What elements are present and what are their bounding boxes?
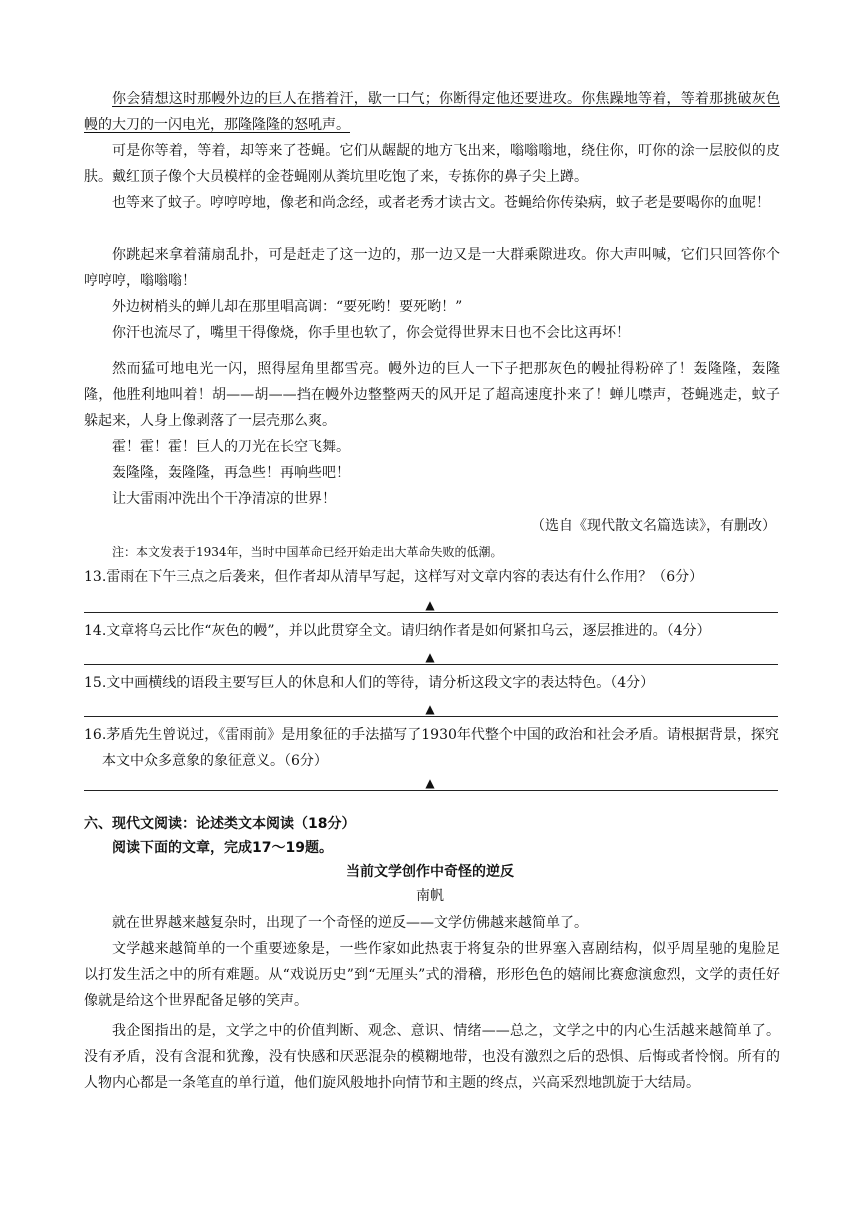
passage-paragraph: 可是你等着，等着，却等来了苍蝇。它们从龌龊的地方飞出来，嗡嗡嗡地，绕住你，叮你的涂一层胶似的皮肤。戴红顶子像个大员模样的金苍蝇刚从粪坑里吃饱了来，专拣你的鼻子尖上蹲。 bbox=[84, 143, 780, 185]
passage-paragraph: 霍！霍！霍！巨人的刀光在长空飞舞。 bbox=[112, 439, 350, 455]
passage-paragraph: 你跳起来拿着蒲扇乱扑，可是赶走了这一边的，那一边又是一大群乘隙进攻。你大声叫喊，它们只回答你个哼哼哼，嗡嗡嗡！ bbox=[84, 247, 780, 289]
answer-marker: ▲ bbox=[425, 650, 435, 664]
passage-paragraph: 轰隆隆，轰隆隆，再急些！再响些吧！ bbox=[112, 465, 350, 481]
passage-paragraph: 也等来了蚊子。哼哼哼地，像老和尚念经，或者老秀才读古文。苍蝇给你传染病，蚊子老是要喝你的血呢！ bbox=[112, 195, 770, 211]
passage-paragraph: 让大雷雨冲洗出个干净清凉的世界！ bbox=[112, 491, 336, 507]
answer-line bbox=[84, 664, 778, 665]
question-16: 16.茅盾先生曾说过，《雷雨前》是用象征的手法描写了1930年代整个中国的政治和社会矛盾。请根据背景，探究本文中众多意象的象征意义。（6分） bbox=[84, 727, 779, 769]
section-instruction: 阅读下面的文章，完成17～19题。 bbox=[112, 840, 333, 856]
footnote: 注：本文发表于1934年，当时中国革命已经开始走出大革命失败的低潮。 bbox=[112, 545, 503, 559]
article-paragraph: 就在世界越来越复杂时，出现了一个奇怪的逆反——文学仿佛越来越简单了。 bbox=[112, 915, 588, 931]
answer-marker: ▲ bbox=[425, 702, 435, 716]
question-15: 15.文中画横线的语段主要写巨人的休息和人们的等待，请分析这段文字的表达特色。（4分） bbox=[84, 675, 655, 691]
article-paragraph: 文学越来越简单的一个重要迹象是，一些作家如此热衷于将复杂的世界塞入喜剧结构，似乎周星驰的鬼脸足以打发生活之中的所有难题。从“戏说历史”到“无厘头”式的滑稽，形形色色的嬉闹比赛愈演愈烈，文学的责任好像就是给这个世界配备足够的笑声。 bbox=[84, 941, 780, 1009]
answer-line bbox=[84, 612, 778, 613]
question-14: 14.文章将乌云比作“灰色的幔”，并以此贯穿全文。请归纳作者是如何紧扣乌云，逐层推进的。（4分） bbox=[84, 623, 711, 639]
answer-line bbox=[84, 790, 778, 791]
passage-paragraph: 你汗也流尽了，嘴里干得像烧，你手里也软了，你会觉得世界末日也不会比这再坏！ bbox=[112, 325, 630, 341]
section-heading: 六、现代文阅读：论述类文本阅读（18分） bbox=[84, 816, 356, 832]
answer-marker: ▲ bbox=[425, 598, 435, 612]
question-13: 13.雷雨在下午三点之后袭来，但作者却从清早写起，这样写对文章内容的表达有什么作用？（6分） bbox=[84, 569, 704, 585]
answer-line bbox=[84, 716, 778, 717]
passage-paragraph: 然而猛可地电光一闪，照得屋角里都雪亮。幔外边的巨人一下子把那灰色的幔扯得粉碎了！轰隆隆，轰隆隆，他胜利地叫着！胡——胡——挡在幔外边整整两天的风开足了超高速度扑来了！蝉儿噤声，苍蝇逃走，蚊子躲起来，人身上像剥落了一层壳那么爽。 bbox=[84, 361, 780, 429]
article-author: 南帆 bbox=[416, 888, 444, 904]
article-paragraph: 我企图指出的是，文学之中的价值判断、观念、意识、情绪——总之，文学之中的内心生活越来越简单了。没有矛盾，没有含混和犹豫，没有快感和厌恶混杂的模糊地带，也没有激烈之后的恐惧、后悔或者怜悯。所有的人物内心都是一条笔直的单行道，他们旋风般地扑向情节和主题的终点，兴高采烈地凯旋于大结局。 bbox=[84, 1023, 780, 1091]
passage-paragraph: 外边树梢头的蝉儿却在那里唱高调：“要死哟！要死哟！” bbox=[112, 299, 463, 315]
source-citation: （选自《现代散文名篇选读》，有删改） bbox=[531, 518, 776, 534]
article-title: 当前文学创作中奇怪的逆反 bbox=[346, 864, 514, 880]
answer-marker: ▲ bbox=[425, 776, 435, 790]
underlined-paragraph: 你会猜想这时那幔外边的巨人在揩着汗，歇一口气；你断得定他还要进攻。你焦躁地等着，等着那挑破灰色幔的大刀的一闪电光，那隆隆隆的怒吼声。 bbox=[84, 91, 780, 133]
